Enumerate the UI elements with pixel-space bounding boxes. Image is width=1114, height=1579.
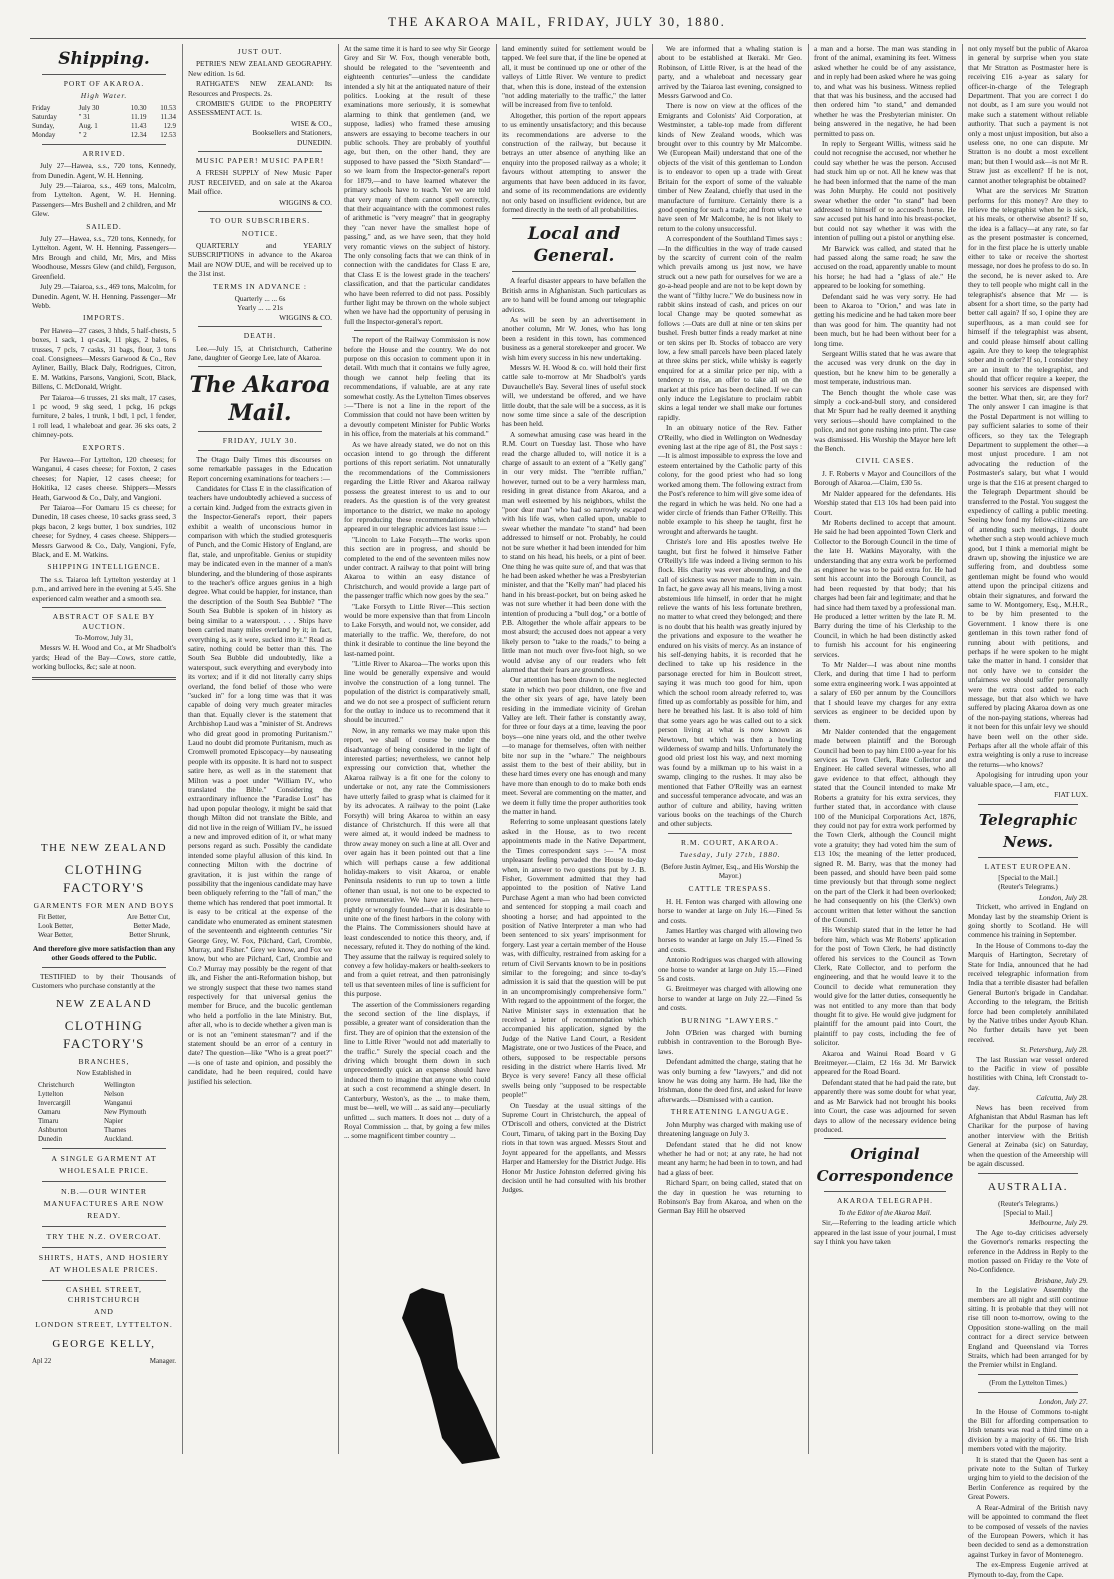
ad-garments: GARMENTS FOR MEN AND BOYS [33,900,175,910]
letter-sign: FIAT LUX. [1054,790,1088,800]
subs-heading: TO OUR SUBSCRIBERS. [209,216,311,226]
column-5 [658,44,802,1454]
dateline: London, July 28. [1038,892,1088,902]
tide-cell-pm: 12.9 [163,121,176,130]
editorial-para: As we have already stated, we do not on this occasion intend to go through the different portions of this report seriatim. Not unnaturally the recommendations of the Commissioners regarding the Little River and Akaroa railway possess the greatest interest to us and to our readers. As the question is of the very greatest importance to the district, we make no apology for reproducing these recommendations which appeared in our telegraphic advices last issue :— [344,439,490,534]
latest-european: LATEST EUROPEAN. [984,861,1072,871]
tele-para: The ex-Empress Eugenie arrived at Plymouth to-day, from the Cape. [968,1560,1088,1579]
court-para: H. H. Fenton was charged with allowing one horse to wander at large on July 16.—Fined 5s and costs. [658,896,802,925]
imports-entry: Per Hawea—27 cases, 3 hhds, 5 half-chests, 5 boxes, 1 sack, 1 qr-cask, 11 pkgs, 2 bales, 6 trusses, 7 pcls, 7 casks, 31 bags, flour, 3 tons coal. Consignees—Messrs Garwood & Co., Rev Ayliner, Bailly, Black Daly, Rodrigues, Citron, E. M. Watkins, Parsons, Vangioni, Scott, Black, Billens, C. McDonald, Wright. [32,325,176,392]
news-para: A somewhat amusing case was heard in the R.M. Court on Tuesday last. Those who have read the charge alluded to, will notice it is a charge of assault to an extent of a "Kelly gang" in our very midst. The "terrible ruffian," however, turned out to be a very harmless man, residing in great distance from Akaroa, and a man well esteemed by his neighbors, whilst the "poor dear man" who had so narrowly escaped with his life was, when called upon, unable to swear whether the mandate "to stand" had been addressed to himself or not. Probably, he could not be sure whether it had been intended for him to stand on his head, his heels, or a pint of beer. One thing he was quite sure of, and that was that he had been asked whether he was a Presbyterian minister, and that the "Kelly man" had placed his hand in his breast-pocket, but on being asked he was not sure whether it had been done with the intention of producing a "bull dog," or a bottle of P.B. Altogether the whole affair appears to be most absurd; the accused does not appear a very likely person to "take to the roads," to being a little man not much over five-foot high, so we would advise any of our readers who felt alarmed that their fears are groundless. [502,429,646,674]
abstract-day: To-Morrow, July 31, [75,633,133,642]
ad-fits-item: Look Better, [38,921,74,930]
news-para: A correspondent of the Southland Times says :—In the difficulties in the way of trade caused by the scarcity of current coin of the realm which prevails among us just now, we have struck out a new path for ourselves for we are a go-a-head people and are not to be kept down by the want of "filthy lucre." We do business now in rabbit skins instead of cash, and prices on our local Change may be quoted somewhat as follows :—Oats are dull at nine or ten skins per bushel. Fresh butter finds a ready market at nine or ten skins per lb. Stocks of tobacco are very low, a few small parcels have been placed lately at three skins per stick, while whisky is eagerly enquired for at a similar price per nip, with a tendency to rise, an offer to take all on the market at this price has been declined. If we can only induce the Legislature to proclaim rabbit skins a legal tender we shall make our fortunes rapidly. [658,234,803,422]
tele-para: In the House of Commons to-day the Marquis of Hartington, Secretary of State for India, announced that he had received telegraphic information from India that a terrible disaster had befallen General Burton's brigade in Candahar. According to the telegram, the British force had been completely annihilated by the Native tribes under Ayoub Khan. No further details have yet been received. [968,940,1088,1044]
abstract-label: ABSTRACT OF SALE BY AUCTION. [52,612,156,631]
ad-winter: N.B.—OUR WINTER MANUFACTURES ARE NOW READY. [43,1187,165,1221]
ad-fits-row [32,913,176,922]
tele-para: News has been received from Afghanistan that Abdul Rasman has left Charikar for the purpose of having another interview with the British General at Zeinaba (sic) on Saturday, when the question of the Ameership will be again discussed. [968,1102,1088,1169]
arrived-entry: July 27—Hawea, s.s., 720 tons, Kennedy, from Dunedin. Agent, W. H. Henning. [32,161,176,180]
australia-heading: AUSTRALIA. [987,1180,1069,1193]
court-date: Tuesday, July 27th, 1880. [679,850,781,860]
tide-cell-am: 11.19 [130,112,147,121]
ad-fits-item: Fit Better, [38,912,67,921]
ad-testified: TESTIFIED to by their Thousands of Customers who purchase constantly at the [32,971,176,991]
subs-body: QUARTERLY and YEARLY SUBSCRIPTIONS in advance to the Akaroa Mail are NOW DUE, and will be received up to the 31st inst. [188,240,332,279]
terms-yearly: Yearly ... ... 21s [237,303,283,313]
town-name: Auckland. [104,1135,133,1144]
divider [824,1138,946,1139]
town-name: Wellington [104,1081,135,1090]
shipping-heading: Shipping. [58,49,150,69]
divider [42,607,166,608]
divider [668,833,792,834]
column-rule [652,44,653,1454]
town-name: Lyttelton [38,1090,64,1099]
tide-cell-am: 11.43 [130,121,147,130]
ad-and: AND [94,1307,114,1317]
divider [512,271,636,272]
town-name: Nelson [104,1090,124,1099]
tele-para: In the Legislative Assembly the members are all night and still continue sitting. It is probable that they will not rise till noon to-morrow, owing to the Opposition stone-walling on the mail contract for a direct service between England and Queensland via Torres Straits, which had been arranged for by the Premier whilst in England. [968,1285,1088,1370]
divider [198,431,322,432]
column-6 [814,44,956,1454]
divider [198,211,322,212]
tide-cell-am: 12.34 [130,130,147,139]
divider [824,1191,946,1192]
town-list [32,1081,176,1144]
tide-cell-day: Monday [32,130,56,139]
arrived-label: ARRIVED. [82,148,126,158]
dateline: London, July 27. [1038,1397,1088,1407]
tide-cell-am: 10.30 [130,103,147,112]
letter-para: Apologising for intruding upon your valuable space,—I am, etc., [968,770,1088,789]
town-name: Wanganui [104,1099,133,1108]
ad-shirts: SHIRTS, HATS, AND HOSIERY AT WHOLESALE PRICES. [38,1253,170,1275]
court-bench: (Before Justin Aylmer, Esq., and His Worship the Mayor.) [661,862,799,880]
tide-cell-date: " 31 [78,112,91,121]
civil-para: Akaroa and Wainui Road Board v G Breitmeyer.—Claim, £2 16s 3d. Mr Barwick appeared for the Road Board. [814,1048,956,1077]
manager-name: GEORGE KELLY, [52,1338,156,1350]
news-para: We are informed that a whaling station is about to be established at Ikeraki. Mr Geo. Robinson, of Little River, is at the head of the party, and a whaleboat and necessary gear arrived by the Taiaroa last evening, consigned to Messrs Garwood and Co. [658,44,802,101]
divider [42,74,166,75]
ad-fits-item: Better Made, [133,921,170,930]
editorial-para: Candidates for Class E in the classification of teachers have undoubtedly achieved a success of a certain kind. Judged from the extracts given in the Inspector-General's report, their papers exhibit a wealth of unconscious humor in comparison with which the studied grotesqueris of Punch, and the Comic History of England, are flat, stale, and unprofitable. Genius or stupidity may be indicated even in the manner of a man's blundering, and the blundering of those aspirants to the teacher's office argues genius in a high degree. What could be happier, for instance, than the description of the South Sea Bubble? "The South Sea Bubble is spoken of in history as being similar to a waterspout. . . . Ships have been carried many miles overland by it; in fact, everything is, as it were, sucked into it." Read as satire, nothing could be better than this. The South Sea Bubble did undoubtedly, like a waterspout, suck everything and everybody into its vortex; and if it did not literally carry ships overland, the fond belief of those who were "sucked in" for a long time was that it was capable of doing very much greater miracles than that. Equally clever is the statement that Archbishop Laud was a "minister of St. Andrews who did great good in promoting Puritanism." Laud no doubt did promote Puritanism, much as Cromwell promoted Episcopacy—by nauseating people with its opposite. It is hard not to suspect satire here, as well as in the statement that Milton was a poet under "William IV., who translated the Bible." Considering the extraordinary influence the "Paradise Lost" has had upon popular theology, it might be said that though Milton did not translate the Bible, and did not live in the reign of William IV., he issued a new and improved edition of it, or what many persons regard as such. Possibly the candidate intended some playful allusion of this kind. In connecting Milton with the doctrine of gravitation, it is just within the range of possibility that the ingenious candidate may have been obliquely referring to the "fall of man," the theme which has rendered that poet immortal. It is easy to be critical at the expense of the candidate who enumerated as eminent statesmen of the seventeenth and eighteenth centuries "Sir George Grey, W. Fox, Pilchard, Carl, Crombie, Murray, and Fisher." Grey we know, and Fox we know, but who are Pilchard, Carl, Crombie and Co.? Murray may possibly be the regent of that ilk, and Fisher the anti-Reformation bishop, but we strongly suspect that these two names stand respectively for that universal genius the member for Bruce, and the bucolic gentleman who held a portfolio in the late Ministry. But, after all, who is to decide whether a given man is or is not an "eminent statesman"? and if the statement should be an error of a century in date? The question—like "Who is a great poet?" —is one of taste and opinion, and possibly the candidate, had he been required, could have justified his selection. [188,484,332,1086]
exports-entry: Per Taiaroa—For Oamaru 15 cs cheese; for Dunedin, 18 cases cheese, 10 sacks grass seed, 3 pkgs bacon, 2 kegs butter, 1 box sundries, 102 cheese; for Sydney, 4 cases cheese. Shippers—Messrs Garwood & Co., Daly, Vangioni, Fyfe, Black, and E. M. Watkins. [32,503,176,560]
court-para: Defendant said he was very sorry. He had been to Akaroa to "Orion," and was late in getting his medicine and he had taken more beer than was good for him. The quantity had not been much, but he had been without beer for a long time. [814,291,956,348]
ad-fits-list [32,913,176,940]
tide-cell-day: Sunday, [32,121,55,130]
ad-overcoat: TRY THE N.Z. OVERCOAT. [46,1232,162,1242]
port-title: PORT OF AKAROA. [63,79,145,88]
local-general-heading: Local and General. [527,224,621,267]
tele-para: A Rear-Admiral of the British navy will be appointed to command the fleet to be composed of vessels of the navies of the European Powers, which it has been decided to send as a demonstration against Turkey in favor of Montenegro. [968,1502,1088,1559]
letter-para: What are the services Mr Stratton performs for this money? Are they to relieve the telegraphist when he is sick, at his meals, or otherwise absent? If so, the idea is a fallacy—at any rate, so far as the present postmaster is concerned, for in the first place he is utterly unable either to take or receive the shortest message, nor does he profess to do so. In the second, he is never asked to. Are they to tell people who might call in the telegraphist's absence that Mr — is absent for a short time, so the party had better call again? If so, I opine they are superfluous, as a man could see for himself if the telegraphist was absent, and could please himself about calling again. Are they to keep the telegraphist sober and in order? If so, I consider they are an insult to the telegraphist, and should that officer require a keeper, the sooner his services are dispensed with the better. What then, sir, are they for? The only answer I can imagine is that the Postal Department is not willing to pay sufficient salaries to some of their officers, so they tax the Telegraph Department to supplement the other—a most unjust procedure. I am not advocating the reduction of the Postmaster's salary, but what I would urge is that the £16 at present charged to the Telegraph Department should be transferred to the Postal. You suggest the expediency of calling a public meeting. Seeing how fond my fellow-citizens are of attending such meetings, I doubt whether such a step would achieve much good, but I think a memorial might be drawn up, showing the injustice we are suffering from, and doubtless some gentleman might be found who would attend upon the principal citizens and obtain their signatures, and forward the same to W. Montgomery, Esq., M.H.R., to be by him presented to the Government. I know there is one gentleman in this town rather fond of running about with petitions, and perhaps if he were spoken to he might take the matter in hand. I consider that not only have we to consider the unfairness we should suffer personally were the extra cost added to each message, but that also which we have suffered by placing Akaroa down as one of the non-paying stations, whereas had it not been for this unfair levy we should have been well on the other side. Perhaps after all the whole affair of this extra weighting is only a ruse to increase the returns—who knows? [968,186,1088,769]
masthead-rule [30,38,1086,39]
town-name: Thames [104,1126,127,1135]
town-name: Christchurch [38,1081,75,1090]
terms-label: TERMS IN ADVANCE : [213,281,307,291]
civil-para: Defendant stated that he had paid the rate, but apparently there was some doubt for what year, and as Mr Barwick had not brought his books into Court, the case was adjourned for seven days to allow of the necessary evidence being produced. [814,1077,956,1134]
news-para: Messrs W. H. Wood & co. will hold their first cattle sale to-morrow at Mr Shadbolt's yards Duvauchelle's Bay. Several lines of useful stock will, we understand be offered, and we have little doubt, that the sale will be a success, as it is now some time since a sale of the description has been held. [502,362,646,429]
tide-row [32,104,176,113]
civil-cases-label: CIVIL CASES. [855,456,915,466]
tide-cell-day: Friday [32,103,51,112]
intel-text: The s.s. Taiaroa left Lyttelton yesterday at 1 p.m., and arrived here in the evening at 5.45. She experienced calm weather and a smooth sea. [32,574,176,603]
ad-crombie: CROMBIE'S GUIDE to the PROPERTY ASSESSMENT ACT. 1s. [188,99,332,118]
editorial-para: "Little River to Akaroa—The works upon this line would be generally expensive and would involve the construction of a long tunnel. The population of the district is comparatively small, and we do not see a prospect of sufficient return for the outlay to induce us to recommend that it should be incurred." [344,659,490,725]
divider [42,1226,166,1227]
editorial-para: The assertion of the Commissioners regarding the second section of the line displays, if possible, a greater want of consideration than the first. They are of opinion that the extension of the line to Little River "would not add materially to the traffic." Surely the special coach and the driving which brought them down in such unprecedentedly quick an expense should have induced them to imagine that anyone who could at such a cost recommend a shingle desert. In Canterbury, Weston's, as the ... to make them, must be—well, we will ... as said any—peculiarly unfitted ... such matters. It does not ... duty of a Royal Commission ... that, by going a few miles ... some magnificent timber country ... [344,999,490,1141]
tele-para: The last Russian war vessel ordered to the Pacific in view of possible hostilities with China, left Cronstadt to-day. [968,1054,1088,1092]
divider [978,1173,1078,1174]
divider [42,1181,166,1182]
ad-fits-row [32,922,176,931]
column-1 [32,44,176,1454]
court-para: Mr Barwick was called, and stated that he had passed along the same road; he saw the accused on the road, apparently unable to mount his horse; he had had a "glass of ale." He appeared to be looking for something. [814,243,956,291]
correspondence-title: AKAROA TELEGRAPH. [836,1196,934,1206]
divider [978,804,1078,805]
telegraphic-heading: Telegraphic News. [978,810,1078,851]
town-name: Ashburton [38,1126,68,1135]
editorial-para: At the same time it is hard to see why Sir George Grey and Sir W. Fox, though venerable both, should be relegated to the "seventeenth and eighteenth centuries"—unless the candidate intended a sly hit at the antiquated nature of their politics. Looking at the result of these examinations more seriously, it is somewhat alarming to think that gentlemen (and, we suppose, ladies) who framed these amusing answers are essaying to become teachers in our public schools. They are probably of youthful age, but then, on the other hand, they are supposed to have passed the "Sixth Standard"—so we learn from the Inspector-general's report for 1879,—and to have learned whatever the primary schools have to teach. Yet we are told that very many of them cannot spell correctly, that their acquaintance with the commonest rules of arithmetic is "very meagre" that in geography they "can never have the smallest hope of passing," and, as we have seen, that they hold very romantic views on the subject of history. The only consoling facts that we can think of in connection with the candidates for Class E are, that Class E is the lowest grade in the teachers' classification, and that the particular candidates who have been referred to did not pass. Possibly further light may be thrown on the whole subject when we have had the opportunity of perusing in full the Inspector-general's report. [344,44,490,326]
court-para: James Hartley was charged with allowing two horses to wander at large on July 15.—Fined 5s and costs. [658,925,802,954]
exports-entry: Per Hawea—For Lyttelton, 120 cheeses; for Wanganui, 4 cases cheese; for Foxton, 2 cases cheeses; for Napier, 12 cases cheese; for Hokitika, 12 cases cheese. Shippers—Messrs Heath, Garwood & Co., Daly, and Vangioni. [32,455,176,502]
ad-cashel-street: CASHEL STREET, CHRISTCHURCH [66,1285,142,1304]
just-out-label: JUST OUT. [237,47,283,56]
town-name: Napier [104,1117,124,1126]
tide-row [32,113,176,122]
publisher-name: WISE & CO., [291,118,332,128]
publisher-city: DUNEDIN. [296,137,332,147]
ad-petrie: PETRIE'S NEW ZEALAND GEOGRAPHY. New edition. 1s 6d. [188,59,332,78]
column-rule [962,44,963,1454]
tele-para: It is stated that the Queen has sent a private note to the Sultan of Turkey urging him to yield to the decision of the Berlin Conference as required by the Great Powers. [968,1454,1088,1502]
tide-row [32,131,176,140]
civil-para: Mr Nalder contended that the engagement made between plaintiff and the Borough Council had been to pay him £100 a-year for his services as Town Clerk, Rate Collector and Engineer. He called several witnesses, who all gave evidence to that effect, although they stated that the Council intended to make Mr Roberts a gratuity for his extra services, they further stated that, in accordance with clause 100 of the Municipal Corporations Act, 1876, they could not pay for extra work performed by the Town Clerk, although the Council might vote a gratuity; they had voted him the sum of £13 10s; the meaning of the letter produced, signed R. M. Barry, was that the money had been passed, and should have been paid some time previously but that through some neglect on the part of the Clerk it had been overlooked; he had consequently on his (the Clerk's) own account written that letter without the sanction of the Council. [814,726,956,924]
ad2-nz-title: NEW ZEALAND [55,997,153,1010]
town-name: Invercargill [38,1099,71,1108]
court-para: The Bench thought the whole case was simply a cock-and-bull story, and considered that Mr Spurr had he really deemed it anything very serious—should have complained to the police, and not gone rushing into print. The case was dismissed. His Worship the Mayor here left the Bench. [814,387,956,454]
civil-para: To Mr Nalder—I was about nine months Clerk, and during that time I had to perform some extra engineering work. I was appointed at a salary of £60 per annum by the Councillors that I should leave my charges for any extra services as engineer to be decided upon by them. [814,660,956,726]
divider [42,1280,166,1281]
editorial-para: Now, in any remarks we may make upon this report, we shall of course be under the disadvantage of being considered in the light of interested parties; nevertheless, we cannot help expressing our conviction that, whether the Akaroa railway is a fit one for the colony to undertake or not, any rate the Commissioners have utterly failed to grasp what is claimed for it by its advocates. A railway to the point (Lake Forsyth) will bring Akaroa to within an easy distance of Christchurch. If this were all that were aimed at, it would indeed be madness to throw away money on such a line at all. Over and over again has it been pointed out that a line which will perhaps cause a few additional holiday-makers to visit Akaroa, or enable Peninsula residents to run up to town a little oftener than usual, is not one to be expected to prove remunerative. We have an idea here—rightly or wrongly founded—that it is desirable to unite one of the finest harbors in the colony with the Plains. The Commissioners should have at least condescended to notice this theory, and, if necessary, refuted it. They do nothing of the kind. They assume that the railway is required solely to convey a few holiday-makers or health-seekers to and from a quiet retreat, and then patronisingly tell us that seventeen miles of line is sufficient for this purpose. [344,725,490,999]
column-3 [344,44,490,1454]
arrived-entry: July 29.—Taiaroa, s.s., 469 tons, Malcolm, from Lyttelton. Agent, W. H. Henning. Passengers—Mrs Bushell and 2 children, and Mr Glew. [32,181,176,219]
column-2 [188,44,332,1454]
civil-para: Mr Nalder appeared for the defendants. His Worship stated that £13 10s had been paid into Court. [814,488,956,517]
column-rule [808,44,809,1454]
masthead: THE AKAROA MAIL, FRIDAY, JULY 30, 1880. [388,14,726,29]
civil-para: J. F. Roberts v Mayor and Councillors of the Borough of Akaroa.—Claim, £30 5s. [814,468,956,488]
dateline: Calcutta, July 28. [1036,1093,1088,1103]
ad-fits-item: Wear Better, [38,930,73,939]
special-label: [Special to the Mail.] [998,873,1058,882]
divider [198,450,322,451]
news-para: In an obituary notice of the Rev. Father O'Reilly, who died in Wellington on Wednesday evening last at the ripe age of 81, the Post says :—It is almost impossible to express the love and esteem entertained by the Catholic party of this colony, for the good priest who had so long worked among them. The following extract from the Post's reference to him will give some idea of the regard in which he was held. No one had a wider circle of friends than Father O'Reilly. This noble example to his sheep he taught, first he wrought and afterwards he taught. [658,423,802,536]
tide-cell-date: Aug. 1 [78,121,98,130]
court-para: Sergeant Willis stated that he was aware that the accused was very drunk on the day in question, but he knew him to be generally a most temperate, industrious man. [814,349,956,387]
court-section: BURNING "LAWYERS." [681,1015,779,1025]
editorial-para: "Lake Forsyth to Little River—This section would be more expensive than that from Lincoln to Lake Forsyth, and would not, we consider, add materially to the traffic. We, therefore, do not think it desirable to continue the line beyond the last-named point. [344,601,490,658]
divider [42,144,166,145]
editorial-para: Altogether, this portion of the report appears to us eminently unsatisfactory; and this because its recommendations are adverse to the construction of the railway, but because it betrays an utter absence of anything like an enquiry into the proposed railway as a whole; it favours without attempting to answer the arguments that have been adduced in its favor, and some of its recommendations are evidently not only based on insufficient evidence, but are formed directly in the teeth of all probabilities. [502,110,646,214]
editorial-para: land eminently suited for settlement would be tapped. We feel sure that, if the line be opened at all, it must be continued up one or other of the valleys of Little River. We venture to predict that, when this is done, instead of the extension "not adding materially to the traffic," the latter will be increased from five to tenfold. [502,44,646,110]
news-para: As will be seen by an advertisement in another column, Mr W. Jones, who has long been a resident in this town, has commenced business as a general storekeeper and grocer. We wish him every success in his new undertaking. [502,314,646,362]
editorial-para: "Lincoln to Lake Forsyth—The works upon this section are in progress, and should be completed to the end of the seventeen miles now under contract. A railway to that point will bring Akaroa to within an easy distance of Christchurch, and would provide a large part of the passenger traffic which now goes by the sea." [344,534,490,601]
ad-date: Apl 22 [32,1357,52,1365]
tide-row [32,122,176,131]
reuter-label: (Reuter's Telegrams.) [998,1199,1058,1208]
news-para: Referring to some unpleasant questions lately asked in the House, as to two recent appointments made in the Native Department, the Times correspondent says :— "A most unpleasant feeling pervaded the House to-day when, in answer to two questions put by J. B. Fisher, Government admitted that they had appointed to the position of Native Land Purchase Agent a man who had been convicted and sentenced for stopping a mail coach and shooting a horse; and had appointed to the position of Native Interpreter a man who had been sentenced to six years' imprisonment for forgery. Last year a certain member of the House was, with difficulty, restrained from asking for a return of Civil Servants known to be in positions similar to the foregoing; and since to-day's admission it is said that the question will be put in an uncompromisingly comprehensive form." With regard to the appointment of the forger, the Native Minister says in extenuation that he received a letter of recommendation which accompanied his application, signed by the Judge of the Native Land Court, a Resident Magistrate, one or two Justices of the Peace, and others, supposed to be respectable persons residing in the district where Harris lived. Mr Bryce is very severe! Fancy all these official swells being only "supposed to be respectable people!" [502,817,646,1100]
court-para: Antonio Rodrigues was charged with allowing one horse to wander at large on July 15.—Fined 5s and costs. [658,955,802,983]
letter-para: not only myself but the public of Akaroa in general by surprise when you state that Mr Stratton as Postmaster here is receiving £16 a-year as salary for officer-in-charge of the Telegraph Department. That you are correct I do not doubt, as I am sure you would not make such a statement without reliable authority. That such a payment is not only a most unjust imposition, but also a useless one, no one can dispute. Mr Stratton is no doubt a most excellent man; but then I would ask—is not Mr R. Straw just as excellent? If he is not, cannot another telegraphist be obtained? [968,44,1088,185]
column-rule [496,44,497,1454]
news-para: A fearful disaster appears to have befallen the British arms in Afghanistan. Such particulars as are to hand will be found among our telegraphic advices. [502,276,646,314]
ad2-established: Now Established in [76,1068,132,1077]
town-row [32,1126,176,1135]
manager-title: Manager. [149,1357,176,1365]
correspondence-to: To the Editor of the Akaroa Mail. [838,1208,932,1217]
paper-title: The Akaroa Mail. [189,372,331,427]
town-row [32,1108,176,1117]
court-para: In reply to Sergeant Willis, witness said he could not recognise the accused, nor whether he could say whether he was the person. Accused had stuck him up or not. All he knew was that he had been informed that the name of the man was John Murphy. He could not positively swear whether the order "to stand" had been addressed to himself or to accused's horse. He saw accused put his hand into his breast-pocket, but could not say whether it was with the intention of pulling out a pistol or anything else. [814,139,956,243]
news-para: Our attention has been drawn to the neglected state in which two poor children, one five and the other six years of age, have lately been residing in the immediate vicinity of Grehan Valley are left. Their father is constantly away, for three or four days at a time, leaving the poor boys—one nine years old, and the other twelve—to manage for themselves, often with neither bite nor sup in the "whare." The neighbours assist them to the best of their ability, but in these hard times every one has enough and many have more than enough to do to make both ends meet. Several are commenting on the matter, and we deem it fully time the proper authorities took the matter in hand. [502,675,646,817]
town-row [32,1135,176,1144]
tide-cell-pm: 11.34 [160,112,176,121]
ad-single-garment: A SINGLE GARMENT AT WHOLESALE PRICE. [51,1154,157,1176]
town-name: New Plymouth [104,1108,147,1117]
court-para: John Murphy was charged with making use of threatening language on July 3. [658,1119,802,1139]
divider [42,1148,166,1149]
town-name: Dunedin [38,1135,63,1144]
column-7 [968,44,1088,1579]
divider [978,1392,1078,1393]
divider [978,857,1078,858]
sailed-label: SAILED. [86,221,122,231]
reuter-label: (Reuter's Telegrams.) [998,883,1058,892]
divider [32,677,176,680]
tide-cell-pm: 10.53 [160,103,176,112]
death-notice: Lee.—July 15, at Christchurch, Catherine Jane, daughter of George Lee, late of Akaroa. [188,343,332,362]
court-para: Richard Sparr, on being called, stated that on the day in question he was returning to Robinson's Bay from Akaroa, and when on the German Bay Hill he observed [658,1178,802,1216]
dateline: Brisbane, July 29. [1034,1275,1088,1285]
town-row [32,1090,176,1099]
divider [198,366,322,367]
tide-table [32,104,176,140]
intel-label: SHIPPING INTELLIGENCE. [47,562,161,572]
imports-label: IMPORTS. [83,313,125,323]
ad-nz-title: THE NEW ZEALAND [40,841,168,854]
town-row [32,1117,176,1126]
news-para: There is now on view at the offices of the Emigrants and Colonists' Aid Corporation, at Westminster, a table-top made from different kinds of New Zealand woods, which was brought over to this country by Mr Malcombe. We (European Mail) understand that one of the objects of the visit of this gentleman to London is to endeavor to open up a trade with Great Britain for the export of some of the valuable timber of New Zealand, chiefly that used in the manufacture of furniture. Certainly there is a good opening for such a trade; and from what we have seen of Mr Malcombe, he is not likely to return to the colony unsuccessful. [658,101,802,233]
imports-entry: Per Taiaroa—6 trusses, 21 sks malt, 17 cases, 1 pc wood, 9 skg seed, 1 pckg, 16 pckgs furniture, 2 bales, 1 trunk, 1 bdl, 1 pcl, 1 fender, 1 roll lead, 1 whaleboat and gear. 36 sks oats, 2 chimney-pots. [32,392,176,440]
tide-cell-date: " 2 [78,130,87,139]
court-para: G. Breitmeyer was charged with allowing one horse to wander at large on July 22.—Fined 5s and costs. [658,984,802,1013]
abstract-text: Messrs W. H. Wood and Co., at Mr Shadbolt's yards; Head of the Bay—Cows, store cattle, working bullocks, &c; sale at noon. [32,643,176,672]
music-body: A FRESH SUPPLY of New Music Paper JUST RECEIVED, and on sale at the Akaroa Mail office. [188,168,332,197]
tide-cell-pm: 12.53 [160,130,176,139]
news-para: Christe's lore and His apostles twelve He taught, but first he folwed it himselve Father O'Reilly's life was indeed a living sermon to his flock. His charity was ever abounding, and the call of sickness was never made to him in vain. In fact, he gave away all his means, living a most abstemious life himself, in order that he might relieve the wants of his less fortunate brethren, no matter to what creed they belonged; and there is no doubt that his health was greatly injured by the privations and exposure to the weather he endured on his visits of mercy. As an instance of his self-denying habits, it is recorded that he declined to take up his residence in the parsonage erected for him in Boulcott street, saying it was much too good for him, upon which the school room already referred to, was fitted up as comfortably as possible for him, and here he breathed his last. It is also told of him that some years ago he was called out to a sick person living at what is now known as Newtown, but which was then a howling wilderness of swamp and hills. Unfortunately the good old priest lost his way, and next morning was found by a milkman up to his waist in a swamp, clinging to the rushes. It may also be mentioned that Father O'Reilly was an earnest and successful temperance advocate, and was an author of culture and ability, having written various books on the teachings of the Church and other subjects. [658,537,802,829]
publisher-desc: Booksellers and Stationers, [252,128,332,138]
court-para: Defendant stated that he did not know whether he had or not; at any rate, he had not meant any harm; he had been in to town, and had had a glass of beer. [658,1139,802,1177]
tele-para: The Age to-day criticises adversely the Governor's remarks respecting the reference in the Address in Reply to the motion passed on Friday re the Vote of No-Confidence. [968,1227,1088,1275]
dateline: St. Petersburg, July 28. [1019,1045,1088,1055]
tele-para: Trickett, who arrived in England on Monday last by the steamship Orient is going shortly to Scotland. He will commence his training in September. [968,902,1088,940]
ad2-branches: BRANCHES, [78,1056,130,1066]
divider [198,326,322,327]
ink-blot [392,1288,502,1464]
civil-para: His Worship stated that in the letter he had before him, which was Mr Roberts' application for the post of Town Clerk, he had distinctly offered his services to the Council as Town Clerk, Rate Collector, and to perform the engineering, and that he would leave it to the Council to decide what remuneration they would give for the latter duties, consequently he was not entitled to any more than that body thought fit to give. He would give judgment for plaintiff for the amount paid into Court, the plaintiff to pay costs, including the fee of solicitor. [814,925,956,1048]
town-name: Oamaru [38,1108,61,1117]
special-label: [Special to Mail.] [1003,1208,1053,1217]
court-section: THREATENING LANGUAGE. [670,1107,790,1117]
paper-date: FRIDAY, JULY 30. [222,436,298,446]
editorial-para: The report of the Railway Commission is now before the House and the country. We do not purpose on this occasion to comment upon it in detail. With much that it contains we fully agree, though we cannot help feeling that its recommendations, if valuable, are at any rate somewhat costly. As the Lyttelton Times observes :—"There is not a line in the report of the Commission that could not have been written by a devoutly competent Minister for Public Works in his office, from the materials at his command." [344,335,490,439]
news-para: On Tuesday at the usual sittings of the Supreme Court in Christchurch, the appeal of O'Driscoll and others, convicted at the District Court, Timaru, of taking part in the Boxing Day riots in that town was argued. Messrs Stout and Joynt appeared for the appellants, and Messrs Harper and Hamersley for the District Judge. His Honor Mr Justice Johnston deferred giving his decision until he had consulted with his brother Judges. [502,1100,646,1195]
ad-fits-item: Better Shrunk, [129,930,170,939]
divider [42,967,166,968]
tide-cell-day: Saturday [32,112,57,121]
divider [978,1374,1078,1375]
notice-label: NOTICE. [241,228,279,238]
column-rule [338,44,339,1454]
column-4 [502,44,646,1454]
column-rule [182,44,183,1454]
exports-label: EXPORTS. [82,442,126,452]
lyttelton-times-label: (From the Lyttelton Times.) [989,1378,1067,1387]
death-label: DEATH. [243,331,277,341]
tide-cell-date: July 30 [78,103,100,112]
court-title: R.M. COURT, AKAROA. [680,837,779,847]
ad-clothing-factory: CLOTHING FACTORY'S [63,861,145,895]
court-para: a man and a horse. The man was standing in front of the animal, examining its feet. Witness asked whether he could be of any assistance, and in reply had been asked where he was going to, and what was his business. Witness replied that that was his business, and the accused had then ordered him "to stand," and demanded whether he was the Presbyterian minister. On being answered in the negative, he had been permitted to pass on. [814,44,956,138]
divider [198,151,322,152]
subs-sign: WIGGINS & CO. [279,312,332,322]
ad-london-street: LONDON STREET, LYTTELTON. [35,1319,173,1329]
dateline: Melbourne, July 29. [1029,1218,1088,1228]
music-heading: MUSIC PAPER! MUSIC PAPER! [195,156,325,166]
terms-quarterly: Quarterly ... ... 6s [234,293,286,303]
high-water-label: High Water. [80,91,128,101]
sailed-entry: July 29.—Taiaroa, s.s., 469 tons, Malcolm, for Dunedin. Agent, W. H. Henning. Passenger—Mr Webb. [32,282,176,310]
correspondence-body: Sir,—Referring to the leading article which appeared in the last issue of your journal, I must say I think you have taken [814,1218,956,1246]
sailed-entry: July 27—Hawea, s.s., 720 tons, Kennedy, for Lyttelton. Agent, W. H. Henning. Passengers—Mrs Brough and child, Mr, Mrs, and Miss Woodhouse, Messrs Glew (and child), Ferguson, Greenfield. [32,234,176,281]
ad-fits-item: Are Better Cut, [127,912,170,921]
ad-rathgate: RATHGATE'S NEW ZEALAND: Its Resources and Prospects. 2s. [188,79,332,98]
town-name: Timaru [38,1117,59,1126]
court-section: CATTLE TRESPASS. [688,884,772,894]
court-para: Defendant admitted the charge, stating that he was only burning a few "lawyers," and did not know he was doing any harm. He had, like the Irishman, done the deed first, and asked for leave afterwards.—Dismissed with a caution. [658,1057,802,1104]
divider [42,1247,166,1248]
ad2-clothing-factory: CLOTHING FACTORY'S [63,1017,145,1051]
ad-footer [32,1357,176,1366]
civil-para: Mr Roberts declined to accept that amount. He said he had been appointed Town Clerk and Collector to the Borough Council in the time of the late H. Watkins Mayoralty, with the understanding that any extra work be performed as engineer he was to be paid extra for. He had sent his account into the Borough Council, as had been requested by that body; that his charges had been fair and legitimate; and that he had since had them taxed by a professional man. He produced a letter written by the late R. M. Barry during the time of his Clerkship to the Council, in which he had been distinctly asked to furnish his account for his engineering services. [814,517,956,659]
music-sign: WIGGINS & CO. [279,197,332,207]
ad-satisfaction: And therefore give more satisfaction than any other Goods offered to the Public. [32,943,176,963]
editorial-para: The Otago Daily Times this discourses on some remarkable passages in the Education Report concerning examinations for teachers :— [188,454,332,483]
divider [354,330,480,331]
divider [512,218,636,219]
court-para: John O'Brien was charged with burning rubbish in contravention to the Borough Bye-laws. [658,1028,802,1056]
town-row [32,1099,176,1108]
tele-para: In the House of Commons to-night the Bill for affording compensation to Irish tenants was read a third time on a division by a majority of 66. The Irish members voted with the majority. [968,1406,1088,1454]
ad-fits-row [32,931,176,940]
correspondence-heading: Original Correspondence [816,1145,954,1186]
town-row [32,1081,176,1090]
